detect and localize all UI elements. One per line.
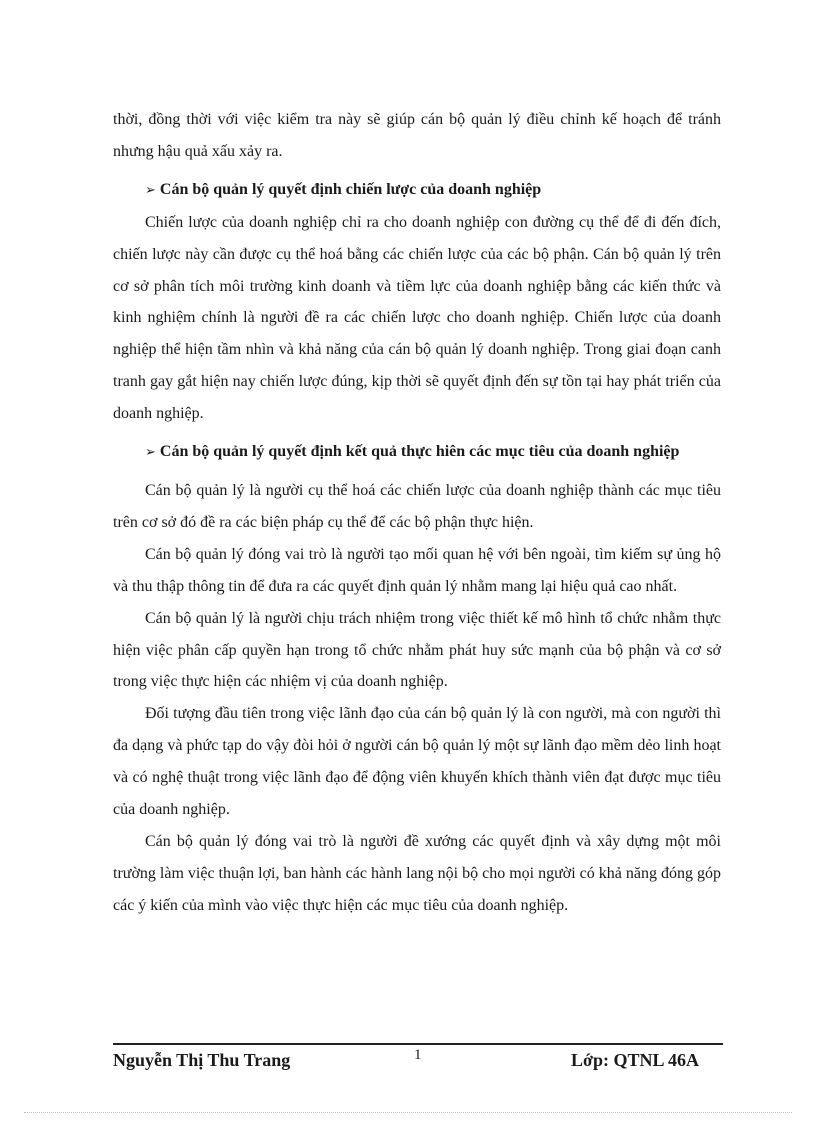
section-heading-goals — [113, 436, 721, 469]
paragraph-leadership: Đối tượng đầu tiên trong việc lãnh đạo của cán bộ quản lý là con người, mà con người thì đa dạng và phức tạp do vậy đòi hỏi ở người cán bộ quản lý một sự lãnh đạo mềm dẻo linh hoạt và có nghệ thuật trong việc lãnh đạo để động viên khuyến khích thành viên đạt được mục tiêu của doanh nghiệp. — [113, 705, 721, 819]
footer-divider — [113, 1043, 723, 1045]
footer-class: Lớp: QTNL 46A — [571, 1050, 699, 1070]
paragraph-external-relations: Cán bộ quản lý đóng vai trò là người tạo mối quan hệ với bên ngoài, tìm kiếm sự ủng hộ và thu thập thông tin để đưa ra các quyết định quản lý nhằm mang lại hiệu quả cao nhất. — [113, 545, 721, 595]
section-heading-strategy — [113, 174, 721, 207]
paragraph-environment: Cán bộ quản lý đóng vai trò là người đề xướng các quyết định và xây dựng một môi trường làm việc thuận lợi, ban hành các hành lang nội bộ cho mọi người có khả năng đóng góp các ý kiến của mình vào việc thực hiện các mục tiêu của doanh nghiệp. — [113, 832, 721, 914]
page-bottom-border — [24, 1112, 792, 1113]
paragraph-continuation: thời, đồng thời với việc kiểm tra này sẽ giúp cán bộ quản lý điều chỉnh kế hoạch để tránh nhưng hậu quả xấu xảy ra. — [113, 111, 721, 160]
paragraph-organization: Cán bộ quản lý là người chịu trách nhiệm trong việc thiết kế mô hình tổ chức nhằm thực hiện việc phân cấp quyền hạn trong tổ chức nhằm phát huy sức mạnh của bộ phận và cơ sở trong việc thực hiện các nhiệm vị của doanh nghiệp. — [113, 609, 721, 691]
arrow-bullet-icon: ➢ — [145, 445, 156, 461]
footer-author: Nguyễn Thị Thu Trang — [113, 1050, 291, 1070]
section-heading-text: Cán bộ quản lý quyết định kết quả thực hiên các mục tiêu của doanh nghiệp — [159, 443, 680, 461]
section-heading-text: Cán bộ quản lý quyết định chiến lược của doanh nghiệp — [159, 180, 542, 198]
paragraph-goals: Cán bộ quản lý là người cụ thể hoá các chiến lược của doanh nghiệp thành các mục tiêu trên cơ sở đó đề ra các biện pháp cụ thể để các bộ phận thực hiện. — [113, 481, 721, 531]
arrow-bullet-icon: ➢ — [145, 182, 156, 198]
paragraph-strategy: Chiến lược của doanh nghiệp chỉ ra cho doanh nghiệp con đường cụ thể để đi đến đích, chiến lược này cần được cụ thể hoá bằng các chiến lược của các bộ phận. Cán bộ quản lý trên cơ sở phân tích môi trường kinh doanh và tiềm lực của doanh nghiệp bằng các kiến thức và kinh nghiệm chính là người đề ra các chiến lược cho doanh nghiệp. Chiến lược của doanh nghiệp thể hiện tầm nhìn và khả năng của cán bộ quản lý doanh nghiệp. Trong giai đoạn canh tranh gay gắt hiện nay chiến lược đúng, kịp thời sẽ quyết định đến sự tồn tại hay phát triển của doanh nghiệp. — [113, 213, 721, 423]
footer-page-number: 1 — [414, 1047, 422, 1063]
document-body — [113, 104, 721, 922]
